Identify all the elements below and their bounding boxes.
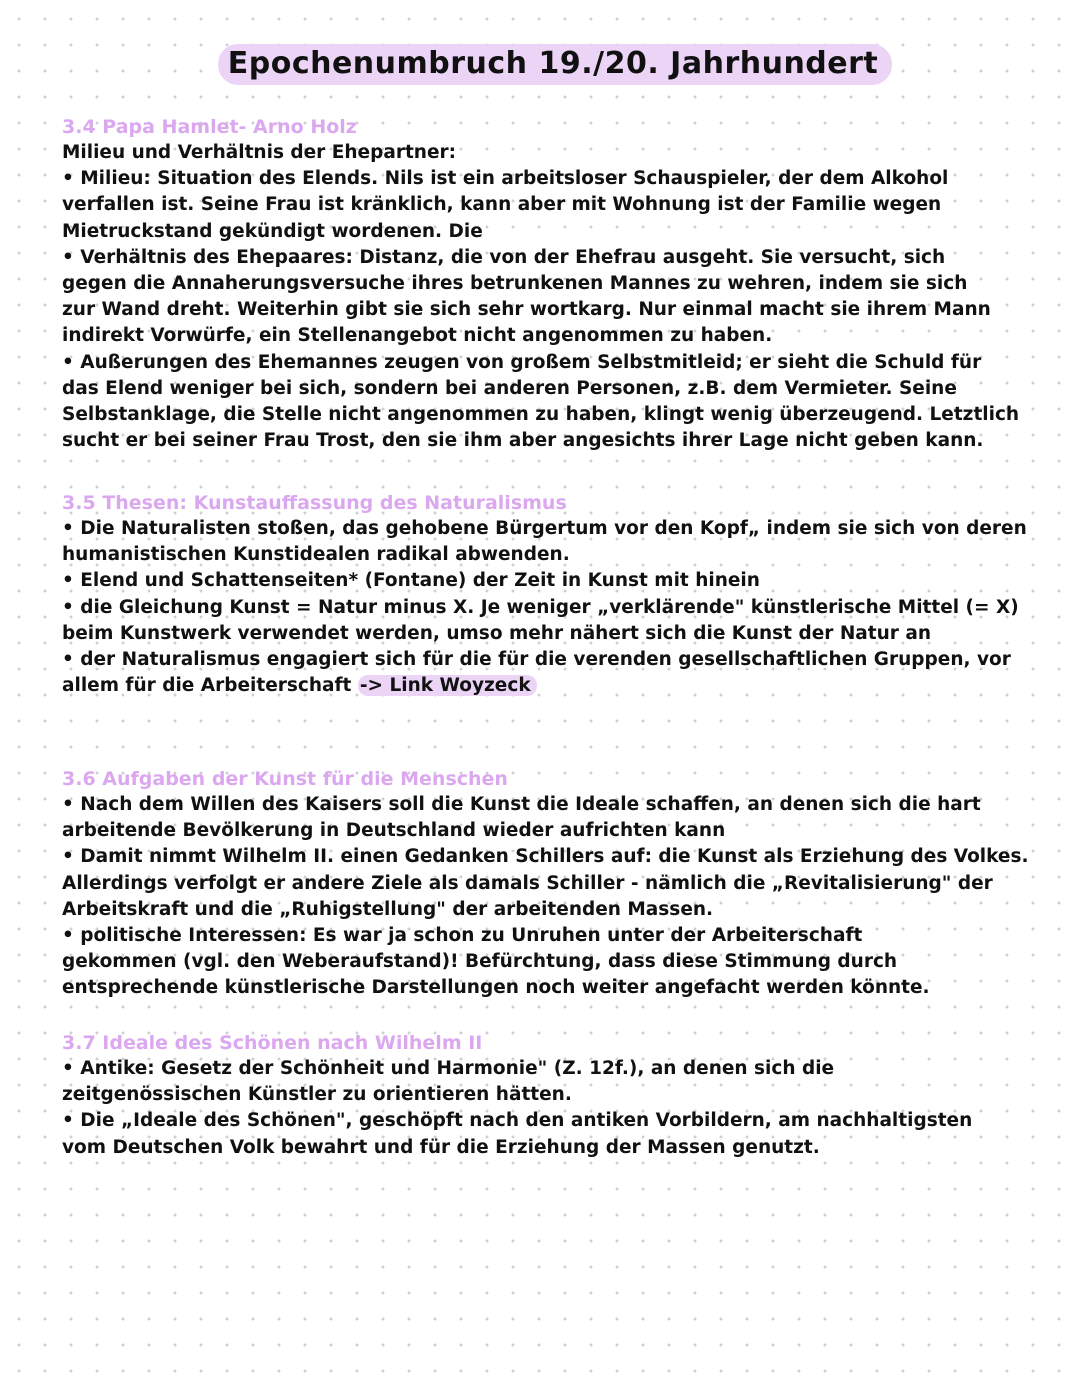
- text-line: • Außerungen des Ehemannes zeugen von großem Selbstmitleid; er sieht die Schuld für: [62, 351, 982, 373]
- link-woyzeck[interactable]: -> Link Woyzeck: [358, 675, 537, 696]
- text-line: • Die Naturalisten stoßen, das gehobene Bürgertum vor den Kopf„ indem sie sich von deren: [62, 518, 1027, 539]
- text-line: gekommen (vgl. den Weberaufstand)! Befürchtung, dass diese Stimmung durch: [62, 951, 898, 973]
- section-heading: 3.7 Ideale des Schönen nach Wilhelm II: [62, 1032, 483, 1054]
- text-line: sucht er bei seiner Frau Trost, den sie ihm aber angesichts ihrer Lage nicht geben kann.: [62, 430, 984, 452]
- text-line: • Nach dem Willen des Kaisers soll die Kunst die Ideale schaffen, an denen sich die hart: [62, 794, 981, 815]
- section-heading: 3.6 Aufgaben der Kunst für die Menschen: [62, 768, 508, 790]
- text-line: • Elend und Schattenseiten* (Fontane) der Zeit in Kunst mit hinein: [62, 570, 760, 592]
- text-line: indirekt Vorwürfe, ein Stellenangebot nicht angenommen zu haben.: [62, 325, 773, 347]
- section-aufgaben-der-kunst: [62, 766, 1052, 1002]
- section-heading: 3.4 Papa Hamlet- Arno Holz: [62, 116, 357, 138]
- line-text: allem für die Arbeiterschaft: [62, 675, 352, 697]
- title-wrap: [0, 44, 1080, 85]
- text-line: humanistischen Kunstidealen radikal abwenden.: [62, 544, 570, 566]
- text-line: Allerdings verfolgt er andere Ziele als damals Schiller - nämlich die „Revitalisierung" der: [62, 872, 993, 894]
- text-line: Mietruckstand gekündigt wordenen. Die: [62, 220, 483, 242]
- text-line: vom Deutschen Volk bewahrt und für die Erziehung der Massen genutzt.: [62, 1136, 820, 1158]
- page-title: Epochenumbruch 19./20. Jahrhundert: [218, 44, 893, 85]
- text-line: • Damit nimmt Wilhelm II. einen Gedanken Schillers auf: die Kunst als Erziehung des Volkes.: [62, 846, 1029, 868]
- text-line: zur Wand dreht. Weiterhin gibt sie sich sehr wortkarg. Nur einmal macht sie ihrem Mann: [62, 299, 991, 321]
- text-line: arbeitende Bevölkerung in Deutschland wieder aufrichten kann: [62, 820, 726, 842]
- text-line: Selbstanklage, die Stelle nicht angenommen zu haben, klingt wenig überzeugend. Letztlich: [62, 404, 1020, 426]
- text-line: zeitgenössischen Künstler zu orientieren hätten.: [62, 1084, 572, 1106]
- section-ideale-des-schoenen: [62, 1030, 1052, 1161]
- text-line: entsprechende künstlerische Darstellungen noch weiter angefacht werden könnte.: [62, 977, 930, 999]
- text-line: • Die „Ideale des Schönen", geschöpft nach den antiken Vorbildern, am nachhaltigsten: [62, 1110, 973, 1132]
- text-line: • die Gleichung Kunst = Natur minus X. Je weniger „verklärende" künstlerische Mittel (= X): [62, 596, 1019, 618]
- text-line: • der Naturalismus engagiert sich für die für die verenden gesellschaftlichen Gruppen, vor: [62, 649, 1011, 671]
- text-line: • Verhältnis des Ehepaares: Distanz, die von der Ehefrau ausgeht. Sie versucht, sich: [62, 246, 946, 268]
- section-heading: 3.5 Thesen: Kunstauffassung des Naturalismus: [62, 492, 567, 514]
- text-line: verfallen ist. Seine Frau ist kränklich, kann aber mit Wohnung ist der Familie wegen: [62, 194, 942, 216]
- text-line: • Milieu: Situation des Elends. Nils ist ein arbeitsloser Schauspieler, der dem Alkohol: [62, 168, 949, 190]
- section-papa-hamlet: [62, 114, 1052, 454]
- text-line: gegen die Annaherungsversuche ihres betrunkenen Mannes zu wehren, indem sie sich: [62, 273, 968, 295]
- section-kunstauffassung: [62, 490, 1052, 699]
- text-line: • Antike: Gesetz der Schönheit und Harmonie" (Z. 12f.), an denen sich die: [62, 1058, 835, 1079]
- text-line: [62, 673, 1052, 699]
- text-line: Arbeitskraft und die „Ruhigstellung" der arbeitenden Massen.: [62, 898, 714, 920]
- text-line: Milieu und Verhältnis der Ehepartner:: [62, 142, 457, 163]
- text-line: • politische Interessen: Es war ja schon zu Unruhen unter der Arbeiterschaft: [62, 925, 863, 947]
- text-line: beim Kunstwerk verwendet werden, umso mehr nähert sich die Kunst der Natur an: [62, 622, 932, 644]
- text-line: das Elend weniger bei sich, sondern bei anderen Personen, z.B. dem Vermieter. Seine: [62, 377, 957, 399]
